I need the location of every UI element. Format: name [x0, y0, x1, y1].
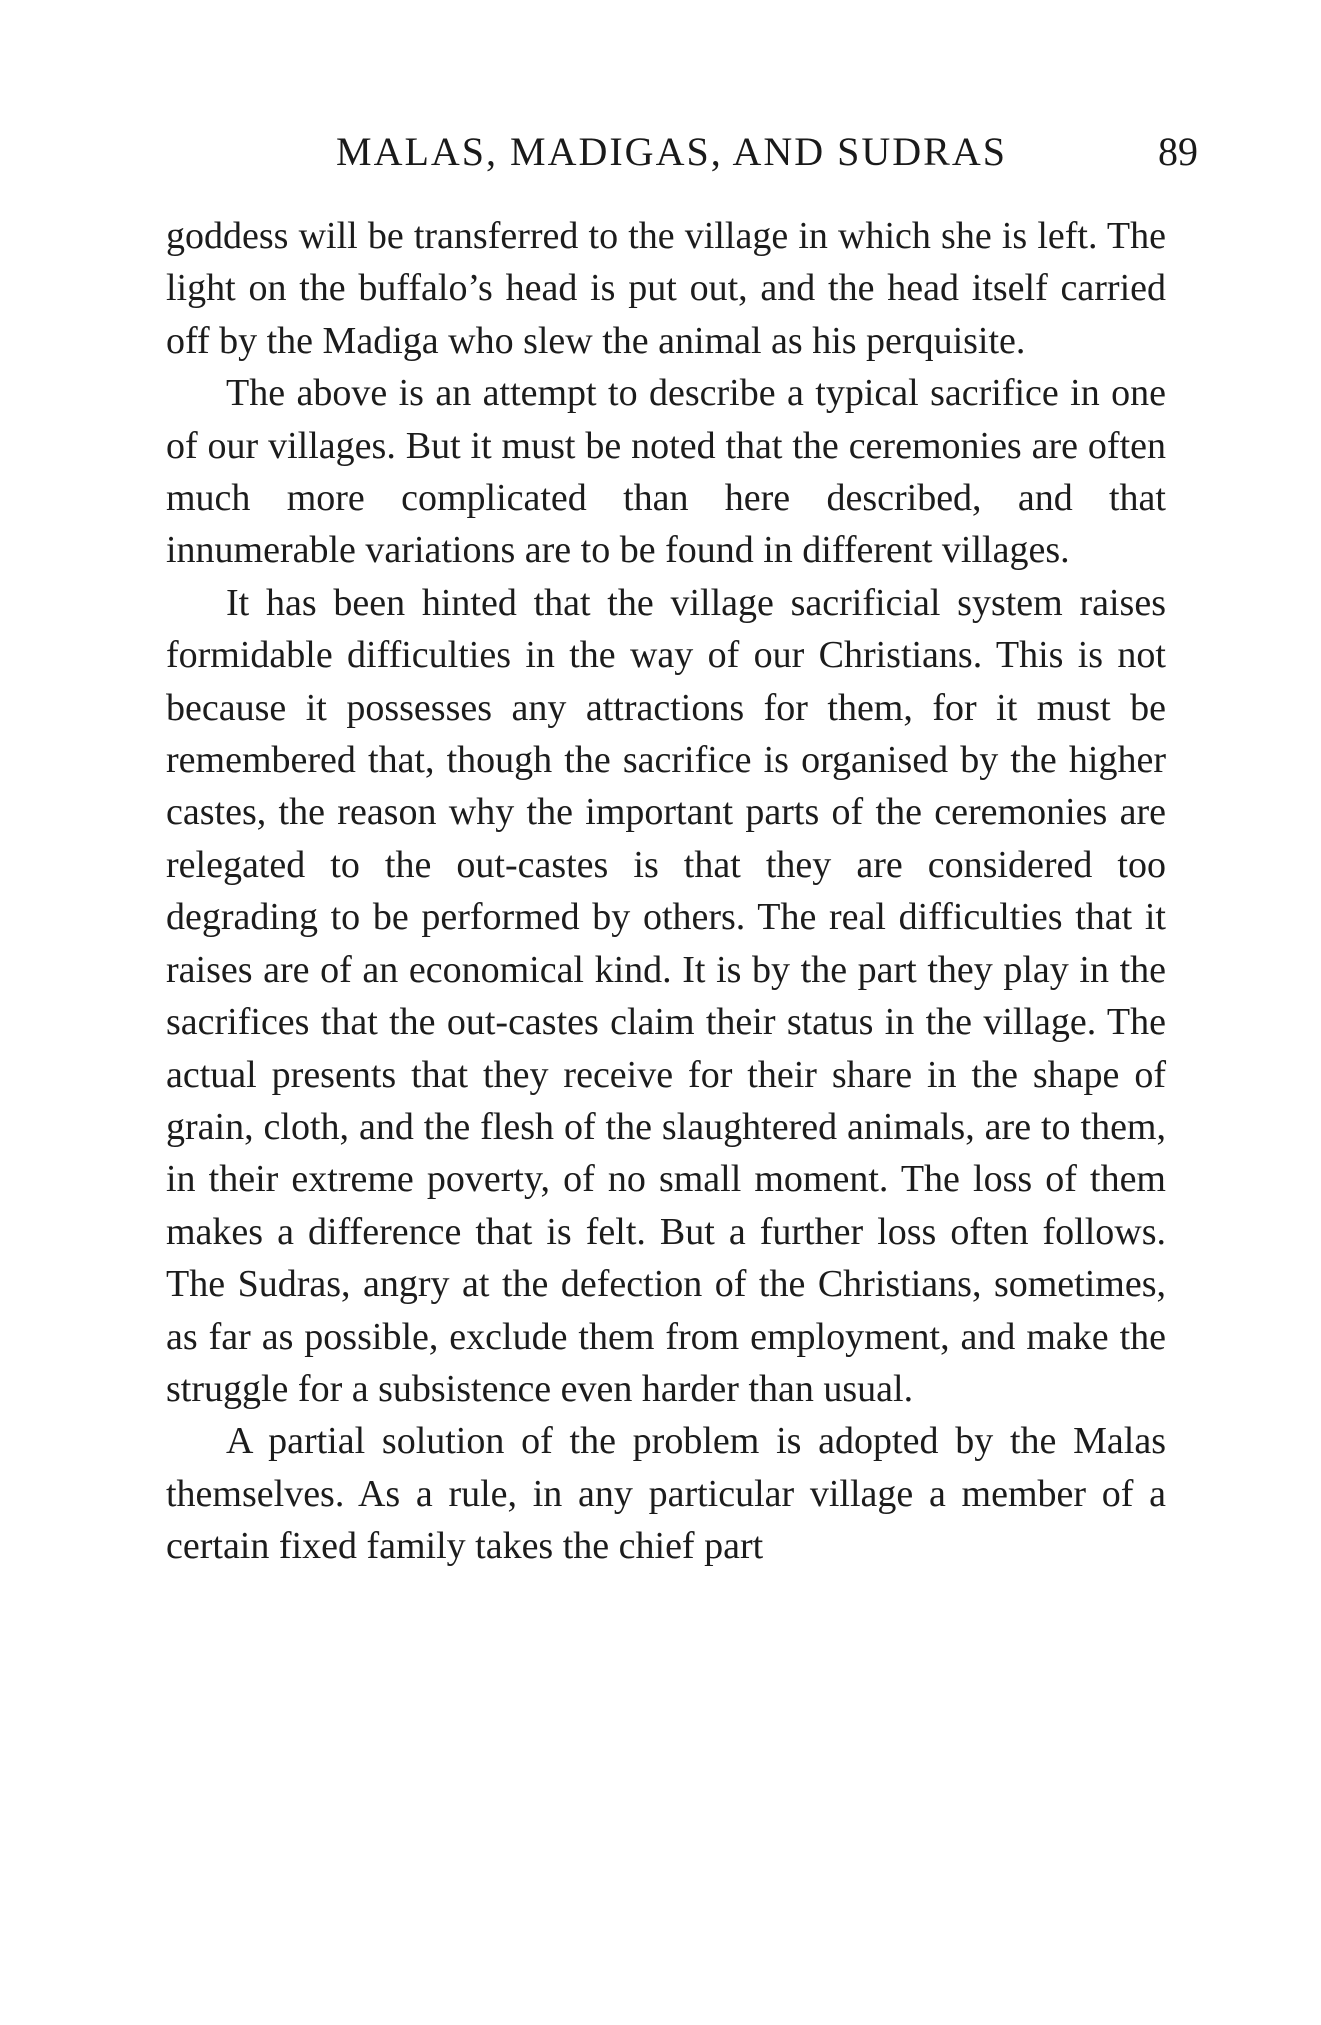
paragraph-continuation: goddess will be transferred to the village in which she is left. The light on the buffalo’s head is put out, and the head itself carried off by the Madiga who slew the animal as his perquisite. — [166, 215, 1166, 362]
running-title: MALAS, MADIGAS, AND SUDRAS — [336, 129, 1007, 174]
paragraph: A partial solution of the problem is adopted by the Malas themselves. As a rule, in any particular village a member of a certain fixed family takes the chief part — [166, 1420, 1166, 1568]
paragraph: It has been hinted that the village sacrificial system raises formidable difficulties in the way of our Christians. This is not because it possesses any attractions for them, for it must be remembered that, though the sacrifice is organised by the higher castes, the reason why the important parts of the ceremonies are relegated to the out-castes is that they are considered too degrading to be performed by others. The real difficulties that it raises are of an economical kind. It is by the part they play in the sacrifices that the out-castes claim their status in the village. The actual presents that they receive for their share in the shape of grain, cloth, and the flesh of the slaughtered animals, are to them, in their extreme poverty, of no small moment. The loss of them makes a difference that is felt. But a further loss often follows. The Sudras, angry at the defection of the Christians, sometimes, as far as possible, exclude them from employment, and make the struggle for a subsistence even harder than usual. — [166, 581, 1166, 1410]
running-head — [168, 128, 1198, 178]
page-number: 89 — [1158, 129, 1198, 174]
paragraph: The above is an attempt to describe a typical sacrifice in one of our villages. But it must be noted that the ceremonies are often much more complicated than here described, and that innumerable variations are to be found in different villages. — [166, 372, 1166, 572]
body-text — [166, 210, 1166, 1573]
